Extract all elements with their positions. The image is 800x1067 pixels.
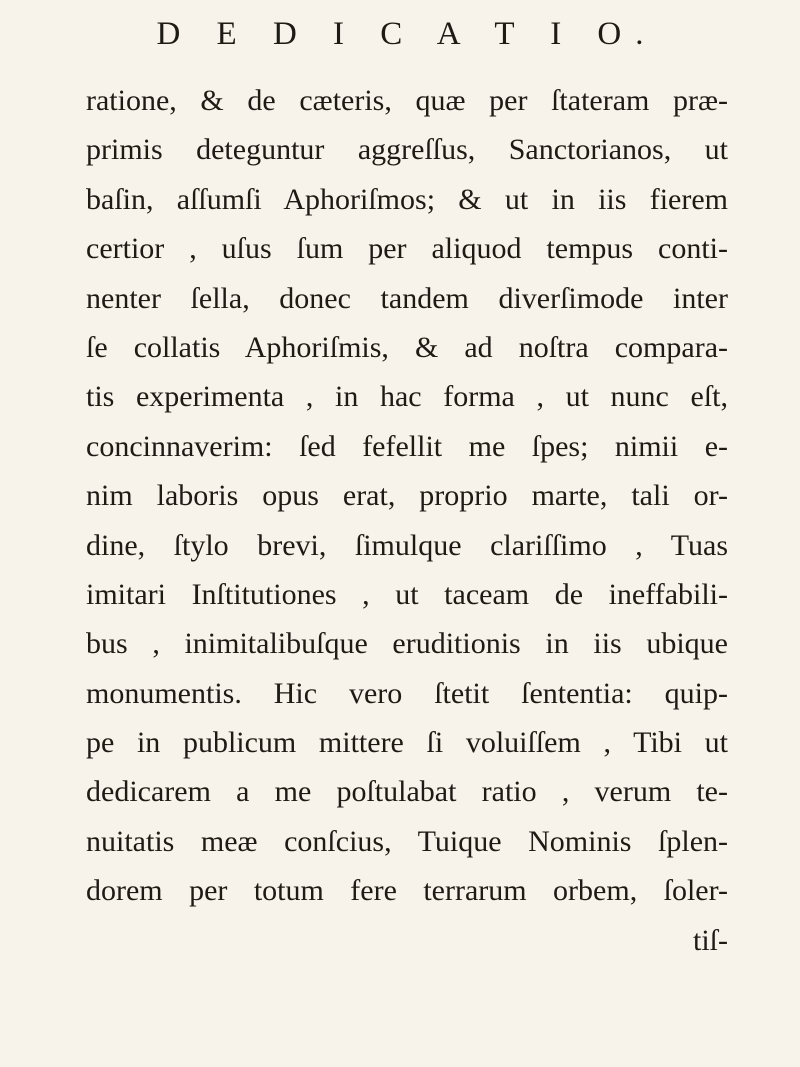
text-line: baſin, aſſumſi Aphoriſmos; & ut in iis fierem <box>86 182 728 216</box>
text-line: primis deteguntur aggreſſus, Sanctorianos, ut <box>86 133 728 167</box>
catchword: tiſ- <box>693 923 728 957</box>
text-line: concinnaverim: ſed fefellit me ſpes; nimii e- <box>86 429 728 463</box>
text-line: ratione, & de cæteris, quæ per ſtateram præ- <box>86 84 728 117</box>
text-line: nuitatis meæ conſcius, Tuique Nominis ſplen- <box>86 824 728 858</box>
text-line: monumentis. Hic vero ſtetit ſententia: quip- <box>86 676 728 710</box>
text-line: ſe collatis Aphoriſmis, & ad noſtra compara- <box>86 330 728 364</box>
text-line: bus , inimitalibuſque eruditionis in iis ubique <box>86 627 728 661</box>
text-line: certior , uſus ſum per aliquod tempus conti- <box>86 232 728 266</box>
text-line: tis experimenta , in hac forma , ut nunc eſt, <box>86 380 728 414</box>
body-text <box>86 76 728 965</box>
text-line: nim laboris opus erat, proprio marte, tali or- <box>86 479 728 513</box>
running-head: D E D I C A T I O. <box>156 16 658 52</box>
text-line: dedicarem a me poſtulabat ratio , verum te- <box>86 775 728 809</box>
text-line: dine, ſtylo brevi, ſimulque clariſſimo , Tuas <box>86 528 728 562</box>
text-line: imitari Inſtitutiones , ut taceam de ineffabili- <box>86 577 728 611</box>
text-line: nenter ſella, donec tandem diverſimode inter <box>86 281 728 315</box>
text-line: dorem per totum fere terrarum orbem, ſoler- <box>86 874 728 908</box>
text-line: pe in publicum mittere ſi voluiſſem , Tibi ut <box>86 726 728 760</box>
